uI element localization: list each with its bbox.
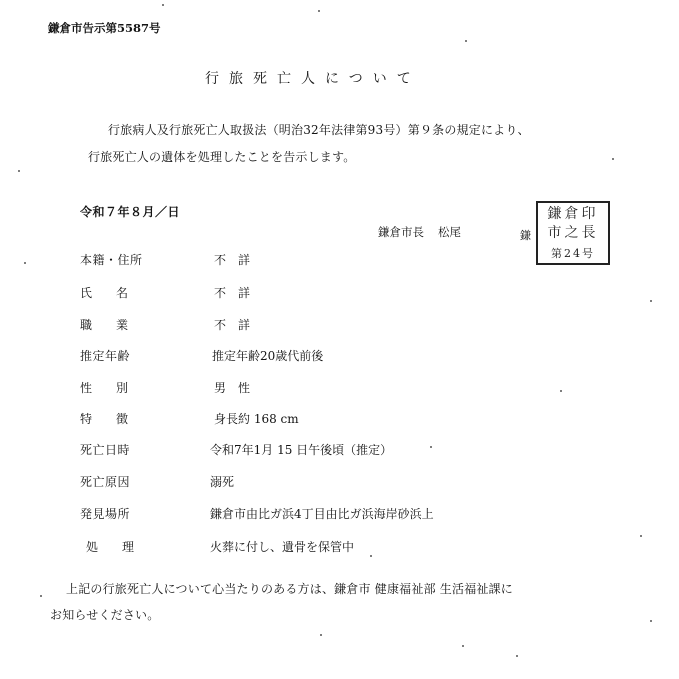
- detail-value-age: 推定年齢20歳代前後: [212, 349, 324, 363]
- body-line-2: 行旅死亡人の遺体を処理したことを告示します。: [88, 150, 356, 164]
- official-seal: [536, 201, 610, 265]
- scan-speck: [162, 4, 164, 6]
- detail-value-name: 不 詳: [214, 286, 251, 300]
- detail-value-cause: 溺死: [210, 475, 235, 489]
- detail-value-occupation: 不 詳: [214, 318, 251, 332]
- seal-line-2: 市之長: [547, 225, 599, 241]
- detail-value-domicile: 不 詳: [214, 253, 251, 267]
- scan-speck: [18, 170, 20, 172]
- seal-line-1: 鎌倉印: [547, 206, 599, 222]
- scan-speck: [650, 300, 652, 302]
- detail-label-cause: 死亡原因: [80, 475, 131, 489]
- signer-name: 松尾: [438, 225, 461, 239]
- scan-speck: [640, 535, 642, 537]
- notice-title: 行旅死亡人について: [205, 71, 421, 87]
- body-line-1: 行旅病人及行旅死亡人取扱法（明治32年法律第93号）第９条の規定により、: [108, 123, 530, 137]
- notice-date: 令和７年８月／日: [80, 205, 181, 219]
- signer: [378, 224, 461, 240]
- detail-value-sex: 男 性: [214, 381, 251, 395]
- scan-speck: [462, 645, 464, 647]
- handwritten-signature: 鎌: [520, 229, 531, 242]
- scan-speck: [650, 620, 652, 622]
- scan-speck: [612, 158, 614, 160]
- detail-label-occupation: 職業: [80, 318, 153, 332]
- notice-number: 鎌倉市告示第5587号: [48, 21, 161, 35]
- detail-value-found-place: 鎌倉市由比ガ浜4丁目由比ガ浜海岸砂浜上: [210, 507, 434, 521]
- footer-line-2: お知らせください。: [50, 608, 160, 622]
- detail-label-disposition: 処理: [86, 540, 159, 554]
- signer-title: 鎌倉市長: [378, 225, 424, 239]
- detail-label-found-place: 発見場所: [80, 507, 131, 521]
- scan-speck: [516, 655, 518, 657]
- detail-label-domicile: 本籍・住所: [80, 253, 143, 267]
- detail-label-sex: 性別: [80, 381, 153, 395]
- detail-value-features: 身長約 168 cm: [214, 412, 299, 426]
- detail-value-death-datetime: 令和7年1月 15 日午後頃（推定）: [210, 443, 393, 457]
- scan-speck: [318, 10, 320, 12]
- detail-label-death-datetime: 死亡日時: [80, 443, 131, 457]
- detail-label-name: 氏名: [80, 286, 153, 300]
- scan-speck: [370, 555, 372, 557]
- scan-speck: [430, 446, 432, 448]
- seal-line-3: 第24号: [551, 247, 595, 260]
- footer-line-1: 上記の行旅死亡人について心当たりのある方は、鎌倉市 健康福祉部 生活福祉課に: [66, 582, 513, 596]
- scan-speck: [40, 595, 42, 597]
- detail-label-age: 推定年齢: [80, 349, 131, 363]
- scan-speck: [560, 390, 562, 392]
- scan-speck: [465, 40, 467, 42]
- detail-value-disposition: 火葬に付し、遺骨を保管中: [210, 540, 355, 554]
- scan-speck: [24, 262, 26, 264]
- detail-label-features: 特徴: [80, 412, 153, 426]
- scan-speck: [320, 634, 322, 636]
